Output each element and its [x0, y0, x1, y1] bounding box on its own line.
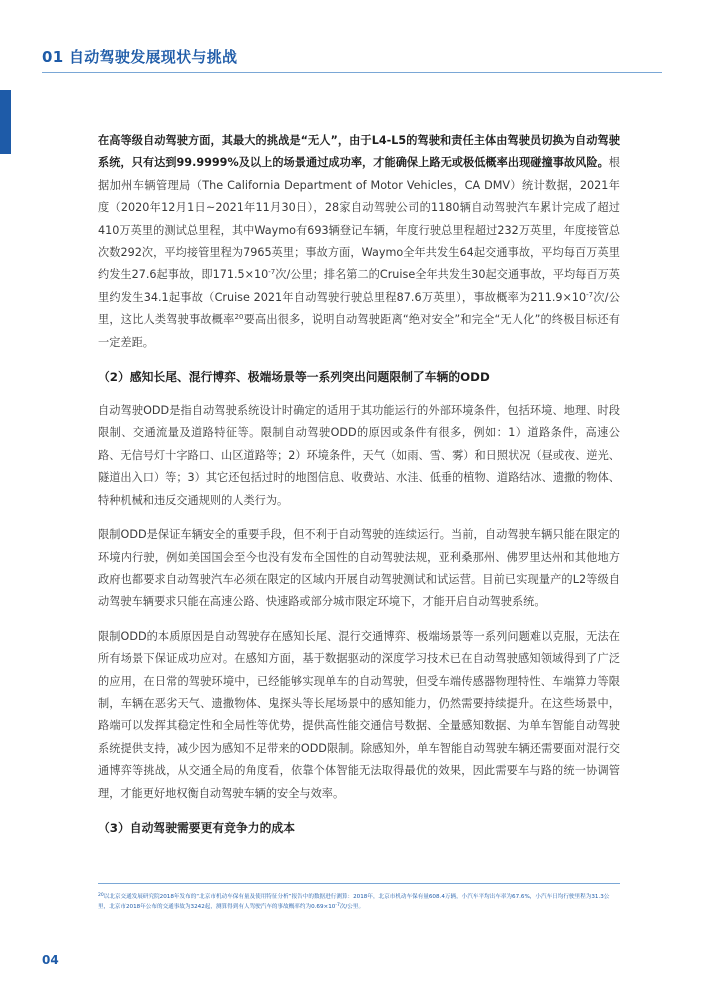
footnote-text: 次/公里。 — [339, 904, 365, 910]
section-heading-cost: （3）自动驾驶需要更有竞争力的成本 — [98, 820, 295, 835]
footnote-marker: 20 — [98, 893, 104, 898]
paragraph-text: 次/公里；排名第二的Cruise全年共发生30起交通事故，平均每百万英里约发生34.1起事故（Cruise 2021年自动驾驶行驶总里程87.6万英里），事故概率为211.9×10 — [98, 268, 620, 304]
paragraph-text: 次/公里，这比人类驾驶事故概率 — [98, 290, 620, 327]
paragraph-odd-definition: 自动驾驶ODD是指自动驾驶系统设计时确定的适用于其功能运行的外部环境条件，包括环境、地理、时段限制、交通流量及道路特征等。限制自动驾驶ODD的原因或条件有很多，例如：1）道路条件，高速公路、无信号灯十字路口、山区道路等；2）环境条件，天气（如雨、雪、雾）和日照状况（昼或夜、逆光、隧道出入口）等；3）其它还包括过时的地图信息、收费站、水洼、低垂的植物、道路结冰、遗撒的物体、特种机械和违反交通规则的人类行为。 — [98, 404, 620, 507]
paragraph-text: 根据加州车辆管理局（The California Department of Motor Vehicles，CA DMV）统计数据，2021年度（2020年12月1日~2021年11月30日），28家自动驾驶公司的1180辆自动驾驶汽车累计完成了超过410万英里的测试总里程，其中Waymo有693辆登记车辆，年度行驶总里程超过232万英里，年度接管总次数292次，平均接管里程为7965英里；事故方面，Waymo全年共发生64起交通事故，平均每百万英里约发生27.6起事故，即171.5×10 — [98, 156, 620, 282]
exponent: -7 — [586, 290, 594, 299]
exponent: -7 — [335, 903, 340, 908]
header-divider — [42, 72, 662, 73]
side-accent-bar — [0, 90, 11, 154]
paragraph-odd-limits: 限制ODD是保证车辆安全的重要手段，但不利于自动驾驶的连续运行。当前，自动驾驶车辆只能在限定的环境内行驶，例如美国国会至今也没有发布全国性的自动驾驶法规，亚利桑那州、佛罗里达州和其他地方政府也都要求自动驾驶汽车必须在限定的区域内开展自动驾驶测试和试运营。目前已实现量产的L2等级自动驾驶车辆要求只能在高速公路、快速路或部分城市限定环境下，才能开启自动驾驶系统。 — [98, 528, 620, 609]
section-title: 01 自动驾驶发展现状与挑战 — [42, 48, 238, 66]
emphasis-text: 在高等级自动驾驶方面，其最大的挑战是“无人”，由于L4-L5的驾驶和责任主体由驾驶员切换为自动驾驶系统，只有达到99.9999%及以上的场景通过成功率，才能确保上路无或极低概率出现碰撞事故风险。 — [98, 134, 620, 170]
body-content — [98, 130, 620, 851]
paragraph-text: 要高出很多，说明自动驾驶距离“绝对安全”和完全“无人化”的终极目标还有一定差距。 — [98, 313, 620, 349]
paragraph-high-level-challenge — [98, 130, 620, 354]
paragraph-odd-causes: 限制ODD的本质原因是自动驾驶存在感知长尾、混行交通博弈、极端场景等一系列问题难以克服，无法在所有场景下保证成功应对。在感知方面，基于数据驱动的深度学习技术已在自动驾驶感知领域得到了广泛的应用，在日常的驾驶环境中，已经能够实现单车的自动驾驶，但受车端传感器物理特性、车端算力等限制，车辆在恶劣天气、遗撒物体、鬼探头等长尾场景中的感知能力，仍然需要持续提升。在这些场景中，路端可以发挥其稳定性和全局性等优势，提供高性能交通信号数据、全量感知数据、为单车智能自动驾驶系统提供支持，减少因为感知不足带来的ODD限制。除感知外，单车智能自动驾驶车辆还需要面对混行交通博弈等挑战，从交通全局的角度看，依靠个体智能无法取得最优的效果，因此需要车与路的统一协调管理，才能更好地权衡自动驾驶车辆的安全与效率。 — [98, 629, 620, 800]
footnote-divider — [98, 883, 620, 884]
exponent: -7 — [268, 268, 276, 277]
footnote — [98, 892, 618, 912]
section-heading-odd: （2）感知长尾、混行博弈、极端场景等一系列突出问题限制了车辆的ODD — [98, 370, 490, 385]
footnote-text: 以北京交通发展研究院2018年发布的“北京市机动车保有量及使用特征分析”报告中的数据进行测算：2018年，北京市机动车保有量608.4万辆，小汽车平均出车率为67.6%，小汽车日均行驶里程为31.3公里，北京市2018年公布的交通事故为3242起，测算得到有人驾驶汽车的事故概率约为0.69×10 — [98, 894, 610, 910]
page-number: 04 — [42, 953, 59, 967]
footnote-reference[interactable]: 20 — [234, 313, 244, 322]
